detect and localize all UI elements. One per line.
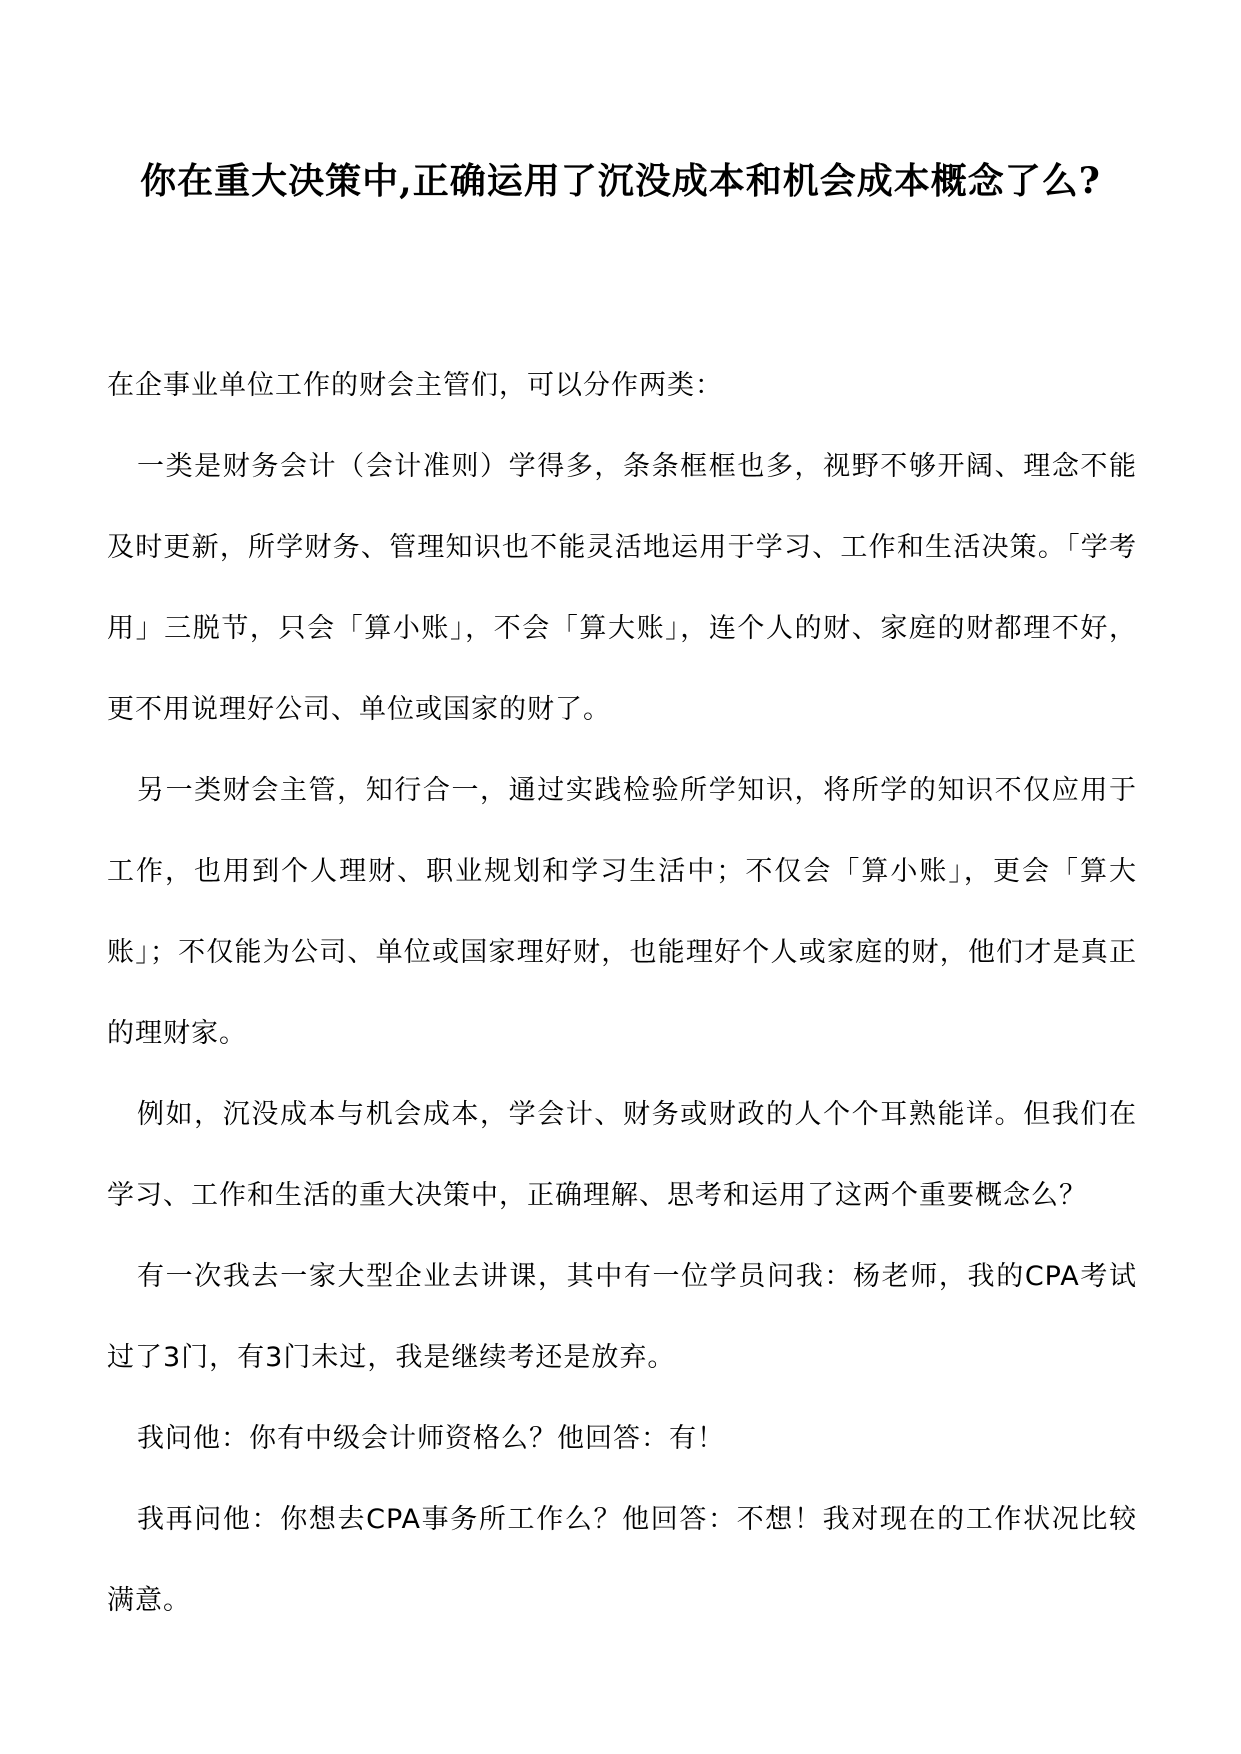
paragraph-lecture-question: 有一次我去一家大型企业去讲课，其中有一位学员问我：杨老师，我的CPA考试过了3门，有3门未过，我是继续考还是放弃。 <box>107 1261 1137 1373</box>
document-body <box>107 345 1137 1641</box>
paragraph-type-one: 一类是财务会计（会计准则）学得多，条条框框也多，视野不够开阔、理念不能及时更新，所学财务、管理知识也不能灵活地运用于学习、工作和生活决策。「学考用」三脱节，只会「算小账」，不会「算大账」，连个人的财、家庭的财都理不好，更不用说理好公司、单位或国家的财了。 <box>107 451 1137 725</box>
paragraph-intro: 在企事业单位工作的财会主管们，可以分作两类： <box>107 370 723 401</box>
paragraph-second-answer: 我再问他：你想去CPA事务所工作么？他回答：不想！我对现在的工作状况比较满意。 <box>107 1504 1137 1616</box>
document-title: 你在重大决策中,正确运用了沉没成本和机会成本概念了么? <box>140 160 1101 202</box>
paragraph-first-answer: 我问他：你有中级会计师资格么？他回答：有！ <box>137 1423 725 1454</box>
paragraph-type-two: 另一类财会主管，知行合一，通过实践检验所学知识，将所学的知识不仅应用于工作，也用到个人理财、职业规划和学习生活中；不仅会「算小账」，更会「算大账」；不仅能为公司、单位或国家理好财，也能理好个人或家庭的财，他们才是真正的理财家。 <box>107 775 1137 1049</box>
paragraph-example: 例如，沉没成本与机会成本，学会计、财务或财政的人个个耳熟能详。但我们在学习、工作和生活的重大决策中，正确理解、思考和运用了这两个重要概念么？ <box>107 1099 1137 1211</box>
